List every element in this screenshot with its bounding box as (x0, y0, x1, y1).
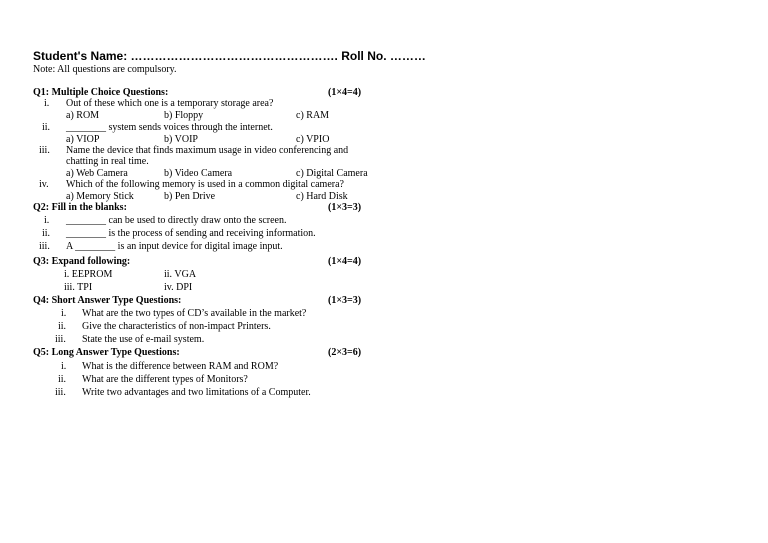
q2-item-number: i. (44, 215, 50, 226)
q1-option-b: b) Floppy (164, 110, 204, 121)
q2-title: Q2: Fill in the blanks: (33, 202, 127, 213)
q1-question-text: Name the device that finds maximum usage in video conferencing and (66, 145, 349, 156)
q1-option-a: a) Memory Stick (66, 191, 134, 202)
q3-item: iv. DPI (164, 282, 193, 293)
q4-item-text: Give the characteristics of non-impact Printers. (82, 321, 271, 332)
q5-item-number: ii. (58, 374, 67, 385)
q4-title: Q4: Short Answer Type Questions: (33, 295, 182, 306)
student-name-roll-line: Student's Name: ……………………………………………. Roll No. ……… (33, 49, 426, 63)
q4-item-text: State the use of e-mail system. (82, 334, 205, 345)
q3-marks: (1×4=4) (328, 256, 362, 267)
q4-marks: (1×3=3) (328, 295, 362, 306)
q2-item-text: A ________ is an input device for digital image input. (66, 241, 283, 252)
q1-option-c: c) RAM (296, 110, 330, 121)
q4-item-number: ii. (58, 321, 67, 332)
q3-item: iii. TPI (64, 282, 93, 293)
q5-item-text: Write two advantages and two limitations of a Computer. (82, 387, 311, 398)
q1-option-c: c) Hard Disk (296, 191, 348, 202)
q1-question-text-continued: chatting in real time. (66, 156, 149, 167)
q4-item-number: i. (61, 308, 67, 319)
q1-option-b: b) Video Camera (164, 168, 233, 179)
q3-item: ii. VGA (164, 269, 197, 280)
q1-title: Q1: Multiple Choice Questions: (33, 87, 169, 98)
q1-item-number: i. (44, 98, 50, 109)
q1-option-b: b) VOIP (164, 134, 198, 145)
q2-item-text: ________ can be used to directly draw onto the screen. (66, 215, 287, 226)
q1-option-a: a) VIOP (66, 134, 100, 145)
q1-option-c: c) Digital Camera (296, 168, 368, 179)
q5-marks: (2×3=6) (328, 347, 362, 358)
q1-item-number: ii. (42, 122, 51, 133)
q5-item-number: iii. (55, 387, 66, 398)
q2-marks: (1×3=3) (328, 202, 362, 213)
note-text: Note: All questions are compulsory. (33, 64, 177, 75)
q2-item-number: ii. (42, 228, 51, 239)
q1-option-b: b) Pen Drive (164, 191, 216, 202)
q4-item-number: iii. (55, 334, 66, 345)
q1-option-a: a) Web Camera (66, 168, 128, 179)
q5-item-text: What is the difference between RAM and ROM? (82, 361, 279, 372)
q5-item-number: i. (61, 361, 67, 372)
q1-question-text: Which of the following memory is used in a common digital camera? (66, 179, 344, 190)
q2-item-number: iii. (39, 241, 50, 252)
q1-question-text: ________ system sends voices through the internet. (66, 122, 273, 133)
q1-option-a: a) ROM (66, 110, 100, 121)
q1-question-text: Out of these which one is a temporary storage area? (66, 98, 274, 109)
q1-marks: (1×4=4) (328, 87, 362, 98)
q4-item-text: What are the two types of CD’s available in the market? (82, 308, 307, 319)
q3-title: Q3: Expand following: (33, 256, 131, 267)
q5-item-text: What are the different types of Monitors? (82, 374, 248, 385)
q1-item-number: iv. (39, 179, 49, 190)
q2-item-text: ________ is the process of sending and receiving information. (66, 228, 316, 239)
q1-item-number: iii. (39, 145, 50, 156)
q1-option-c: c) VPIO (296, 134, 330, 145)
q3-item: i. EEPROM (64, 269, 113, 280)
q5-title: Q5: Long Answer Type Questions: (33, 347, 180, 358)
